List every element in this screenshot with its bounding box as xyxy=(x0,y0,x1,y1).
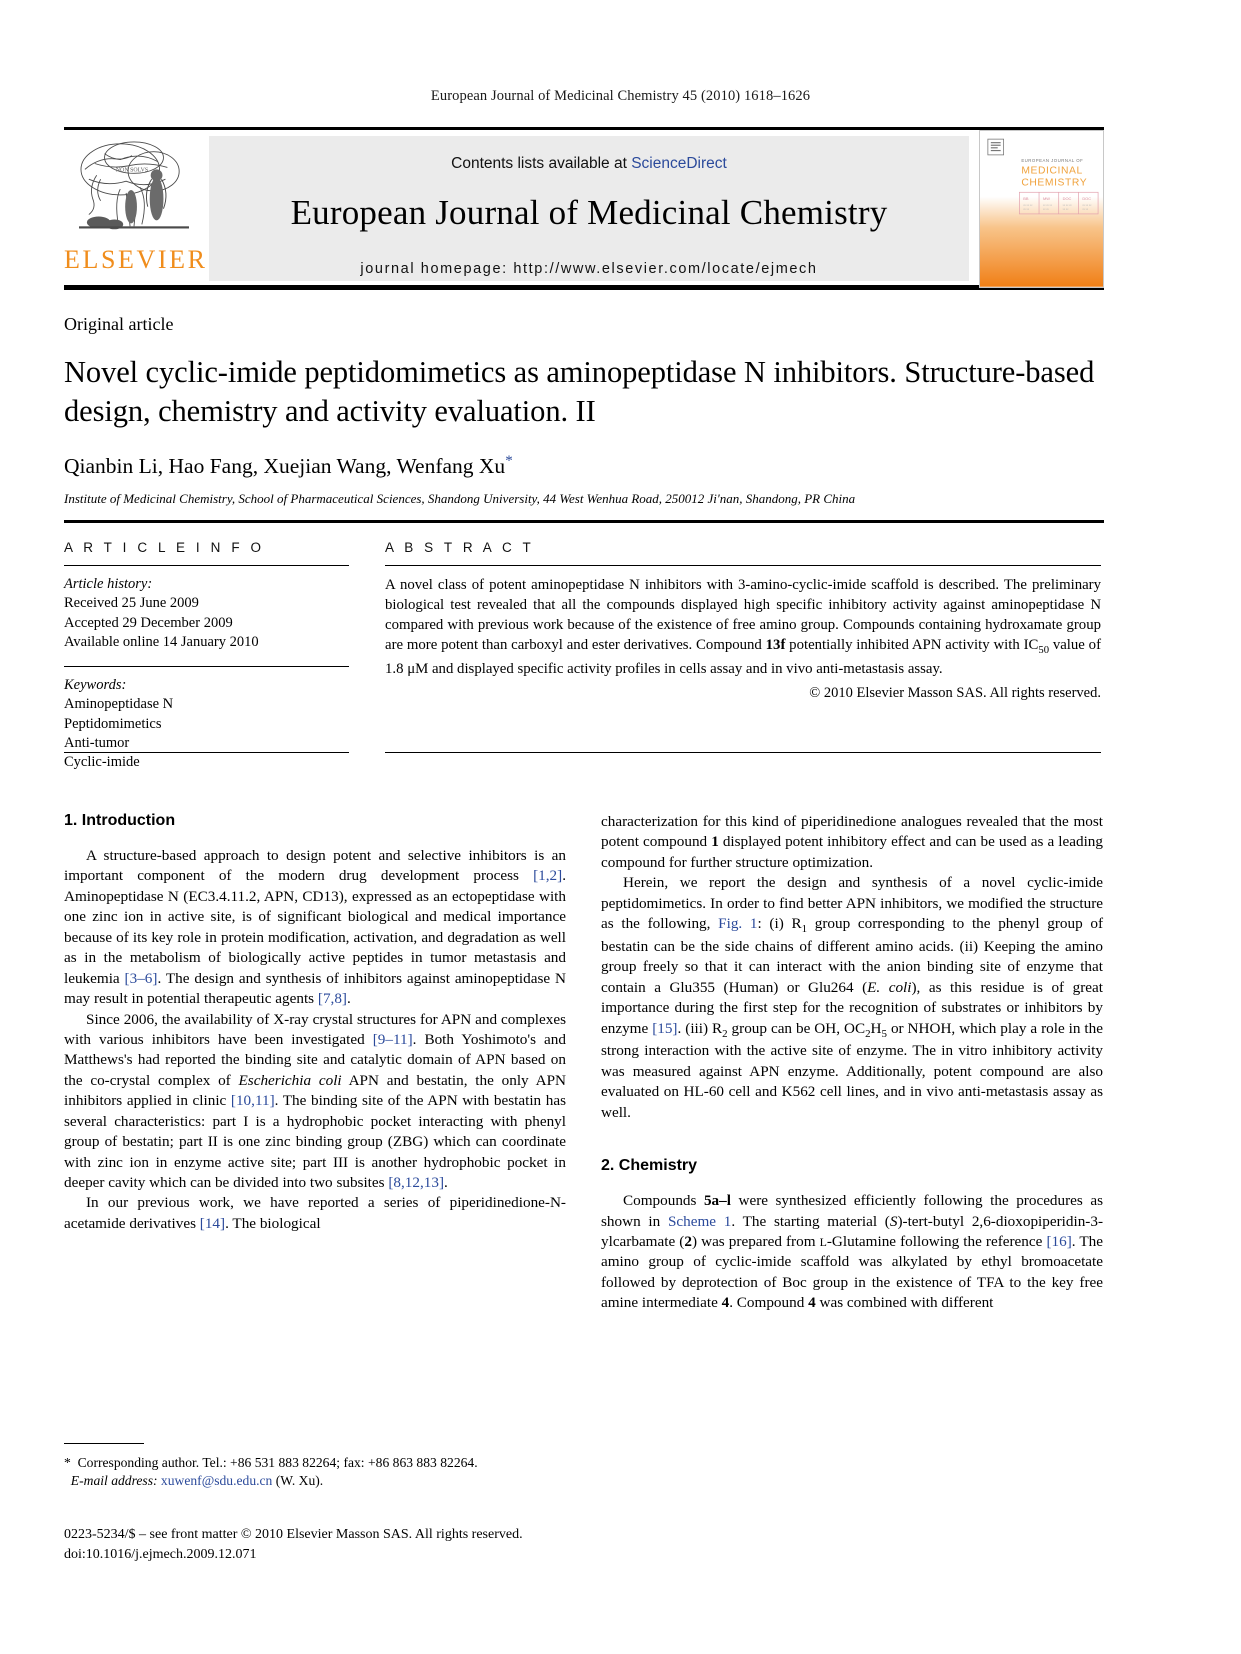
affiliation: Institute of Medicinal Chemistry, School of Pharmaceutical Sciences, Shandong University, 44 West Wenhua Road, 250012 Ji'nan, Shandong, PR China xyxy=(64,491,856,507)
citation-link[interactable]: [16] xyxy=(1046,1233,1072,1251)
citation-link[interactable]: [7,8] xyxy=(317,990,347,1008)
abstract-part-1: A novel class of potent aminopeptidase N inhibitors with 3-amino-cyclic-imide scaffold is described. The preliminary biological test revealed that all the compounds displayed high specific inhibitory activity against aminopeptidase N compared with previous work because of the existence of free amino group. Compounds containing hydroxamate group are more potent than carboxyl and ester derivatives. Compound xyxy=(385,577,1101,654)
text-run: . xyxy=(347,990,351,1008)
compound-id: 4 xyxy=(721,1294,730,1312)
paragraph xyxy=(601,1191,1103,1314)
abstract-text xyxy=(385,575,1101,679)
svg-text:DOC: DOC xyxy=(1062,196,1072,202)
keyword-item: Aminopeptidase N xyxy=(64,696,174,713)
paragraph xyxy=(601,812,1103,873)
journal-homepage[interactable]: journal homepage: http://www.elsevier.com/locate/ejmech xyxy=(360,261,818,277)
history-item: Accepted 29 December 2009 xyxy=(64,614,233,631)
paragraph xyxy=(601,873,1103,1123)
citation-link[interactable]: [8,12,13] xyxy=(388,1174,445,1191)
article-history-block xyxy=(64,575,349,666)
article-header xyxy=(64,308,1104,508)
small-cap: L xyxy=(819,1235,827,1250)
article-info-rule xyxy=(64,565,349,566)
svg-text:BB: BB xyxy=(1023,196,1029,202)
citation-link[interactable]: [1,2] xyxy=(533,867,563,885)
stereo-descriptor: S xyxy=(889,1212,898,1230)
svg-text:xx xx xx: xx xx xx xyxy=(1042,204,1053,208)
text-run: group corresponding to the phenyl group of bestatin can be the side chains of different amino acids. (ii) Keeping the amino group freely so that it can interact with the anion binding site of enzyme that contain a Glu355 (Human) or Glu264 ( xyxy=(601,915,1104,996)
section-heading-introduction: 1. Introduction xyxy=(64,812,176,829)
history-item: Available online 14 January 2010 xyxy=(64,633,259,650)
svg-text:EUROPEAN JOURNAL OF: EUROPEAN JOURNAL OF xyxy=(1021,157,1084,163)
journal-title: European Journal of Medicinal Chemistry xyxy=(290,193,888,232)
copyright-line: © 2010 Elsevier Masson SAS. All rights reserved. xyxy=(809,684,1101,701)
text-run: . The biological xyxy=(225,1214,321,1232)
abstract-compound-id: 13f xyxy=(765,637,786,654)
article-info-column xyxy=(64,528,349,787)
text-run: characterization for this kind of piperidinedione analogues revealed that the most potent compound xyxy=(601,813,1103,851)
body-text xyxy=(64,812,1104,1314)
compound-id: 4 xyxy=(808,1294,816,1312)
text-run: displayed potent inhibitory effect and can be used as a leading compound for further structure optimization. xyxy=(601,833,1103,871)
text-run: )-tert-butyl 2,6-dioxopiperidin-3-ylcarbamate ( xyxy=(601,1212,1104,1251)
paragraph xyxy=(64,846,566,1010)
footnote-marker: * xyxy=(64,1455,71,1470)
contents-prefix: Contents lists available at xyxy=(451,155,632,172)
text-run: APN and bestatin, the only APN inhibitors applied in clinic xyxy=(64,1071,566,1110)
ic50-subscript: 50 xyxy=(1038,645,1050,657)
subscript: 2 xyxy=(865,1027,871,1040)
email-link[interactable]: xuwenf@sdu.edu.cn xyxy=(160,1473,273,1489)
citation-link[interactable]: [9–11] xyxy=(372,1030,413,1048)
svg-text:MW: MW xyxy=(1042,196,1050,202)
article-info-heading: A R T I C L E I N F O xyxy=(64,540,265,555)
text-run: ), as this residue is of great importance during the first step for the recognition of substrates or inhibitors by enzyme xyxy=(601,978,1103,1037)
abstract-heading: A B S T R A C T xyxy=(385,540,535,555)
text-run: . Compound xyxy=(729,1294,809,1312)
footnote-rule xyxy=(64,1443,144,1444)
text-run: was combined with different xyxy=(815,1294,994,1312)
text-run: -Glutamine following the reference xyxy=(826,1233,1047,1251)
svg-text:xx xx: xx xx xyxy=(1023,207,1030,211)
elsevier-tree-icon xyxy=(75,136,193,244)
history-item: Received 25 June 2009 xyxy=(64,595,199,612)
compound-id: 1 xyxy=(711,833,719,851)
article-type: Original article xyxy=(64,314,174,334)
masthead-grey-panel xyxy=(209,136,969,281)
figure-link[interactable]: Fig. 1 xyxy=(718,915,758,933)
text-run: A structure-based approach to design potent and selective inhibitors is an important component of the modern drug development process xyxy=(64,847,566,885)
abstract-bottom-rule xyxy=(385,752,1101,753)
text-run: : (i) R xyxy=(757,915,802,933)
text-run: . Both Yoshimoto's and Matthews's had reported the binding site and catalytic domain of APN based on the co-crystal complex of xyxy=(64,1030,566,1089)
text-run: . The amino group of cyclic-imide scaffold was alkylated by ethyl bromoacetate followed by deprotection of Boc group in the existence of TFA to the key free amine intermediate xyxy=(601,1233,1103,1312)
keywords-rule xyxy=(64,666,349,667)
compound-id: 5a–l xyxy=(703,1192,731,1210)
doi-line: doi:10.1016/j.ejmech.2009.12.071 xyxy=(64,1546,257,1562)
paragraph xyxy=(64,1010,566,1194)
info-section-top-rule xyxy=(64,520,1104,523)
text-run: . The starting material ( xyxy=(731,1212,890,1230)
species-name: Escherichia coli xyxy=(238,1071,342,1089)
citation-link[interactable]: [15] xyxy=(652,1019,678,1037)
text-run: Corresponding author. Tel.: +86 531 883 82264; fax: +86 863 883 82264. xyxy=(77,1455,478,1470)
text-run: Compounds xyxy=(623,1192,704,1210)
keyword-item: Peptidomimetics xyxy=(64,715,162,732)
svg-text:NON SOLVS: NON SOLVS xyxy=(115,167,149,174)
author-list xyxy=(64,453,1104,479)
text-run: (W. Xu). xyxy=(275,1473,324,1489)
contents-lists-line xyxy=(209,136,969,173)
text-run: Since 2006, the availability of X-ray crystal structures for APN and complexes with various inhibitors have been investigated xyxy=(64,1010,566,1048)
running-head: European Journal of Medicinal Chemistry 45 (2010) 1618–1626 xyxy=(430,88,811,104)
corresponding-author-marker: * xyxy=(505,453,513,470)
text-run: Herein, we report the design and synthesis of a novel cyclic-imide peptidomimetics. In order to find better APN inhibitors, we modified the structure as the following, xyxy=(601,874,1103,933)
text-run: H xyxy=(870,1019,882,1037)
text-run: In our previous work, we have reported a series of piperidinedione-N-acetamide derivatives xyxy=(64,1194,566,1232)
text-run: . xyxy=(444,1174,448,1191)
abstract-part-3: value of 1.8 μM and displayed specific activity profiles in cells assay and in vivo anti-metastasis assay. xyxy=(385,637,1101,677)
keyword-item: Anti-tumor xyxy=(64,734,130,751)
species-name: E. coli xyxy=(867,978,912,996)
scheme-link[interactable]: Scheme 1 xyxy=(667,1212,732,1230)
compound-id: 2 xyxy=(684,1233,692,1251)
issn-line: 0223-5234/$ – see front matter © 2010 Elsevier Masson SAS. All rights reserved. xyxy=(64,1527,523,1542)
text-run: group can be OH, OC xyxy=(727,1019,866,1037)
svg-text:MEDICINAL: MEDICINAL xyxy=(1021,165,1083,177)
imprint-block xyxy=(64,1525,624,1564)
text-run: were synthesized efficiently following the procedures as shown in xyxy=(601,1192,1104,1230)
keyword-item: Cyclic-imide xyxy=(64,754,140,771)
abstract-rule xyxy=(385,565,1101,566)
text-run: . The binding site of the APN with bestatin has several characteristics: part I is a hydrophobic pocket interacting with phenyl group of bestatin; part II is one zinc binding group (ZBG) which can coordinate with zinc ion in enzyme active site; part III is another hydrophobic pocket in deeper cavity which can be divided into two subsites xyxy=(64,1092,566,1191)
text-run: . Aminopeptidase N (EC3.4.11.2, APN, CD13), expressed as an ectopeptidase with one zinc ion in active site, is of significant biological and medical importance because of its key role in protein modification, activation, and degradation as well as in the metabolism of biologically active peptides in tumor metastasis and leukemia xyxy=(64,867,566,987)
abstract-part-2: potentially inhibited APN activity with IC xyxy=(785,637,1039,654)
article-history-label: Article history: xyxy=(64,576,153,592)
text-run: . (iii) R xyxy=(677,1019,723,1037)
svg-text:xx xx: xx xx xyxy=(1062,207,1069,211)
svg-text:xx xx xx: xx xx xx xyxy=(1023,204,1033,208)
svg-text:xx xx: xx xx xyxy=(1042,207,1049,211)
svg-text:xx xx xx: xx xx xx xyxy=(1082,204,1092,208)
svg-text:xx xx: xx xx xyxy=(1082,207,1089,211)
keywords-label: Keywords: xyxy=(64,677,127,694)
text-run: . The design and synthesis of inhibitors against aminopeptidase N may result in potential therapeutic agents xyxy=(64,969,566,1008)
text-run: ) was prepared from xyxy=(691,1233,820,1251)
svg-text:CHEMISTRY: CHEMISTRY xyxy=(1021,177,1088,189)
citation-link[interactable]: [3–6] xyxy=(124,969,158,987)
citation-link[interactable]: [10,11] xyxy=(230,1092,275,1110)
page-title: Novel cyclic-imide peptidomimetics as aminopeptidase N inhibitors. Structure-based design, chemistry and activity evaluation. II xyxy=(64,355,1095,429)
paragraph xyxy=(64,1193,566,1234)
journal-masthead xyxy=(64,127,1104,290)
svg-text:xx xx xx: xx xx xx xyxy=(1062,204,1072,208)
left-column xyxy=(64,812,566,1314)
right-column xyxy=(601,812,1103,1314)
email-label: E-mail address: xyxy=(70,1473,158,1489)
sciencedirect-link[interactable]: ScienceDirect xyxy=(631,155,727,172)
masthead-bottom-rule xyxy=(64,285,1104,290)
keywords-block xyxy=(64,676,349,786)
subscript: 5 xyxy=(881,1027,887,1040)
elsevier-logo xyxy=(64,136,208,281)
citation-link[interactable]: [14] xyxy=(199,1214,226,1232)
text-run: or NHOH, which play a role in the strong interaction with the active site of enzyme. The in vitro inhibitory activity was measured against APN enzyme. Additionally, potent compound are also evaluated on HL-60 cell and K562 cell lines, and in vivo anti-metastasis assay as well. xyxy=(601,1019,1103,1121)
corresponding-author-note xyxy=(64,1454,566,1472)
article-info-bottom-rule xyxy=(64,752,349,753)
author-names: Qianbin Li, Hao Fang, Xuejian Wang, Wenfang Xu xyxy=(64,454,506,479)
cover-artwork xyxy=(980,131,1103,287)
elsevier-wordmark: ELSEVIER xyxy=(64,245,208,274)
svg-text:DOC: DOC xyxy=(1082,196,1092,202)
email-note xyxy=(64,1472,566,1490)
footnote-block xyxy=(64,1443,566,1491)
abstract-column xyxy=(385,528,1101,787)
subscript: 1 xyxy=(801,923,808,936)
section-heading-chemistry: 2. Chemistry xyxy=(601,1157,698,1175)
journal-cover-thumbnail xyxy=(979,130,1104,288)
subscript: 2 xyxy=(722,1027,728,1040)
